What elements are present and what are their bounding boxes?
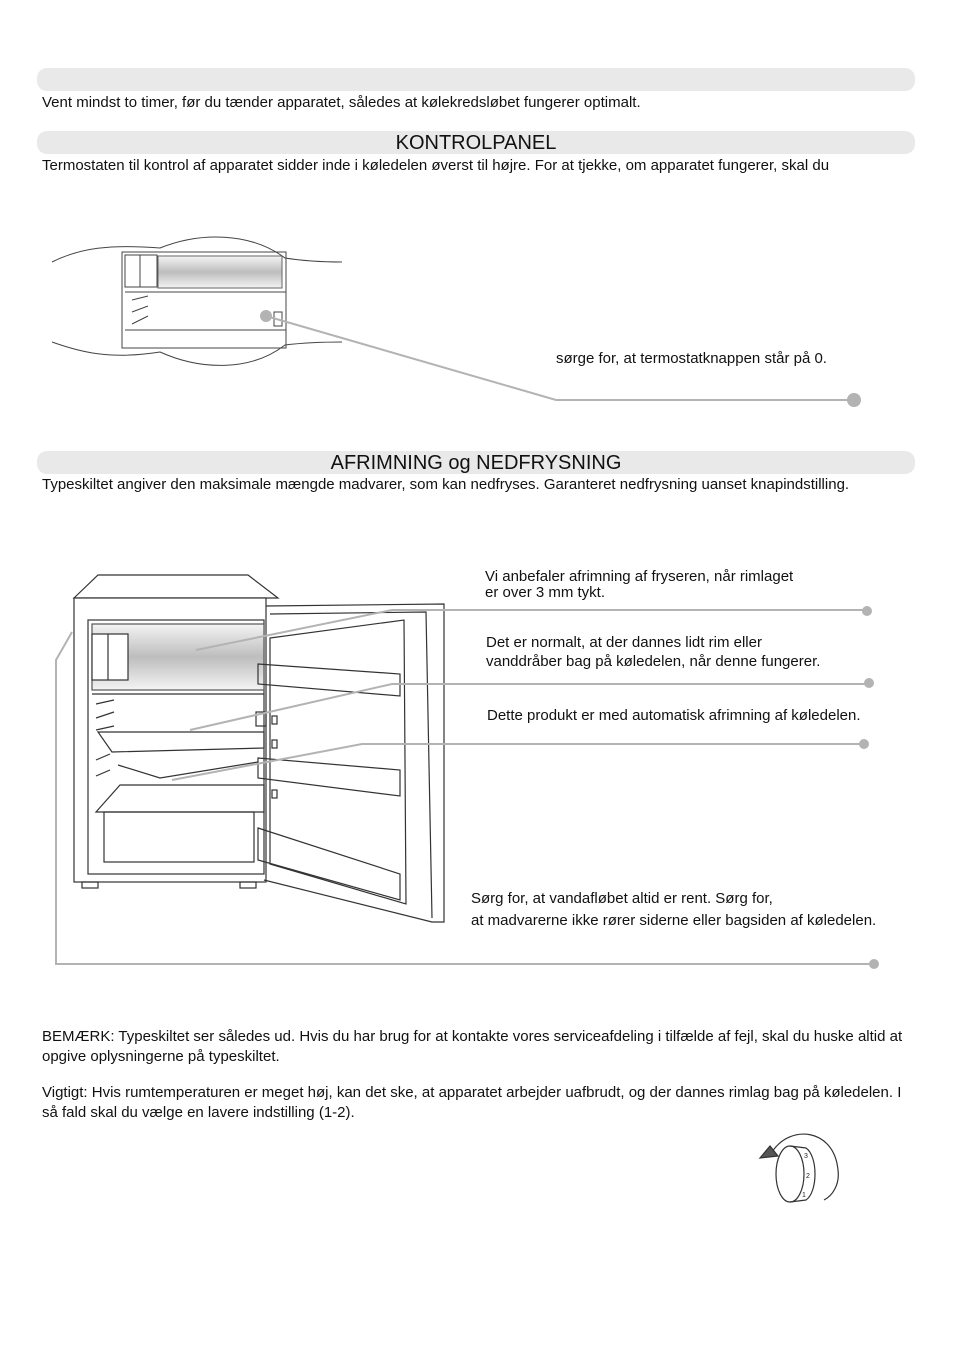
leader-end-auto: [859, 739, 869, 749]
kontrolpanel-heading: KONTROLPANEL: [37, 131, 915, 154]
leader-end-defrost: [862, 606, 872, 616]
afrimning-heading: AFRIMNING og NEDFRYSNING: [37, 451, 915, 474]
afrimning-text: Typeskiltet angiver den maksimale mængde madvarer, som kan nedfryses. Garanteret nedfrysning uanset knapindstilling.: [42, 476, 850, 493]
callout-auto-defrost: Dette produkt er med automatisk afrimning af køledelen.: [487, 707, 861, 724]
callout-defrost-line1: Vi anbefaler afrimning af fryseren, når rimlaget: [485, 568, 794, 585]
thermostat-leader-end: [847, 393, 861, 407]
dial-label-3: 3: [804, 1153, 808, 1160]
leader-end-drain: [869, 959, 879, 969]
dial-label-2: 2: [806, 1173, 810, 1180]
fridge-open-illustration: [74, 575, 444, 922]
thermostat-marker: [260, 310, 272, 322]
thermostat-dial-icon: [760, 1134, 838, 1202]
kontrolpanel-text: Termostaten til kontrol af apparatet sidder inde i køledelen øverst til højre. For at tjekke, om apparatet fungerer, skal du: [42, 157, 830, 174]
callout-drain-line1: Sørg for, at vandafløbet altid er rent. Sørg for,: [471, 890, 773, 907]
callout-frost-line2: vanddråber bag på køledelen, når denne fungerer.: [486, 653, 821, 670]
thermostat-leader: [266, 316, 853, 400]
note-paragraph: BEMÆRK: Typeskiltet ser således ud. Hvis du har brug for at kontakte vores serviceafdeling i tilfælde af fejl, skal du huske altid at opgive oplysningerne på typeskiltet.: [42, 1028, 903, 1065]
intro-text: Vent mindst to timer, før du tænder apparatet, således at kølekredsløbet fungerer optimalt.: [42, 94, 641, 111]
dial-label-1: 1: [802, 1192, 806, 1199]
callout-drain-line2: at madvarerne ikke rører siderne eller bagsiden af køledelen.: [471, 912, 877, 929]
leader-end-frost: [864, 678, 874, 688]
thermostat-callout: sørge for, at termostatknappen står på 0.: [556, 350, 827, 367]
callout-defrost-line2: er over 3 mm tykt.: [485, 584, 606, 601]
fridge-interior-detail: [52, 237, 342, 365]
callout-frost-line1: Det er normalt, at der dannes lidt rim eller: [486, 634, 762, 651]
important-paragraph: Vigtigt: Hvis rumtemperaturen er meget høj, kan det ske, at apparatet arbejder uafbrudt, og der dannes rimlag bag på køledelen. I så fald skal du vælge en lavere indstilling (1-2).: [42, 1084, 902, 1121]
